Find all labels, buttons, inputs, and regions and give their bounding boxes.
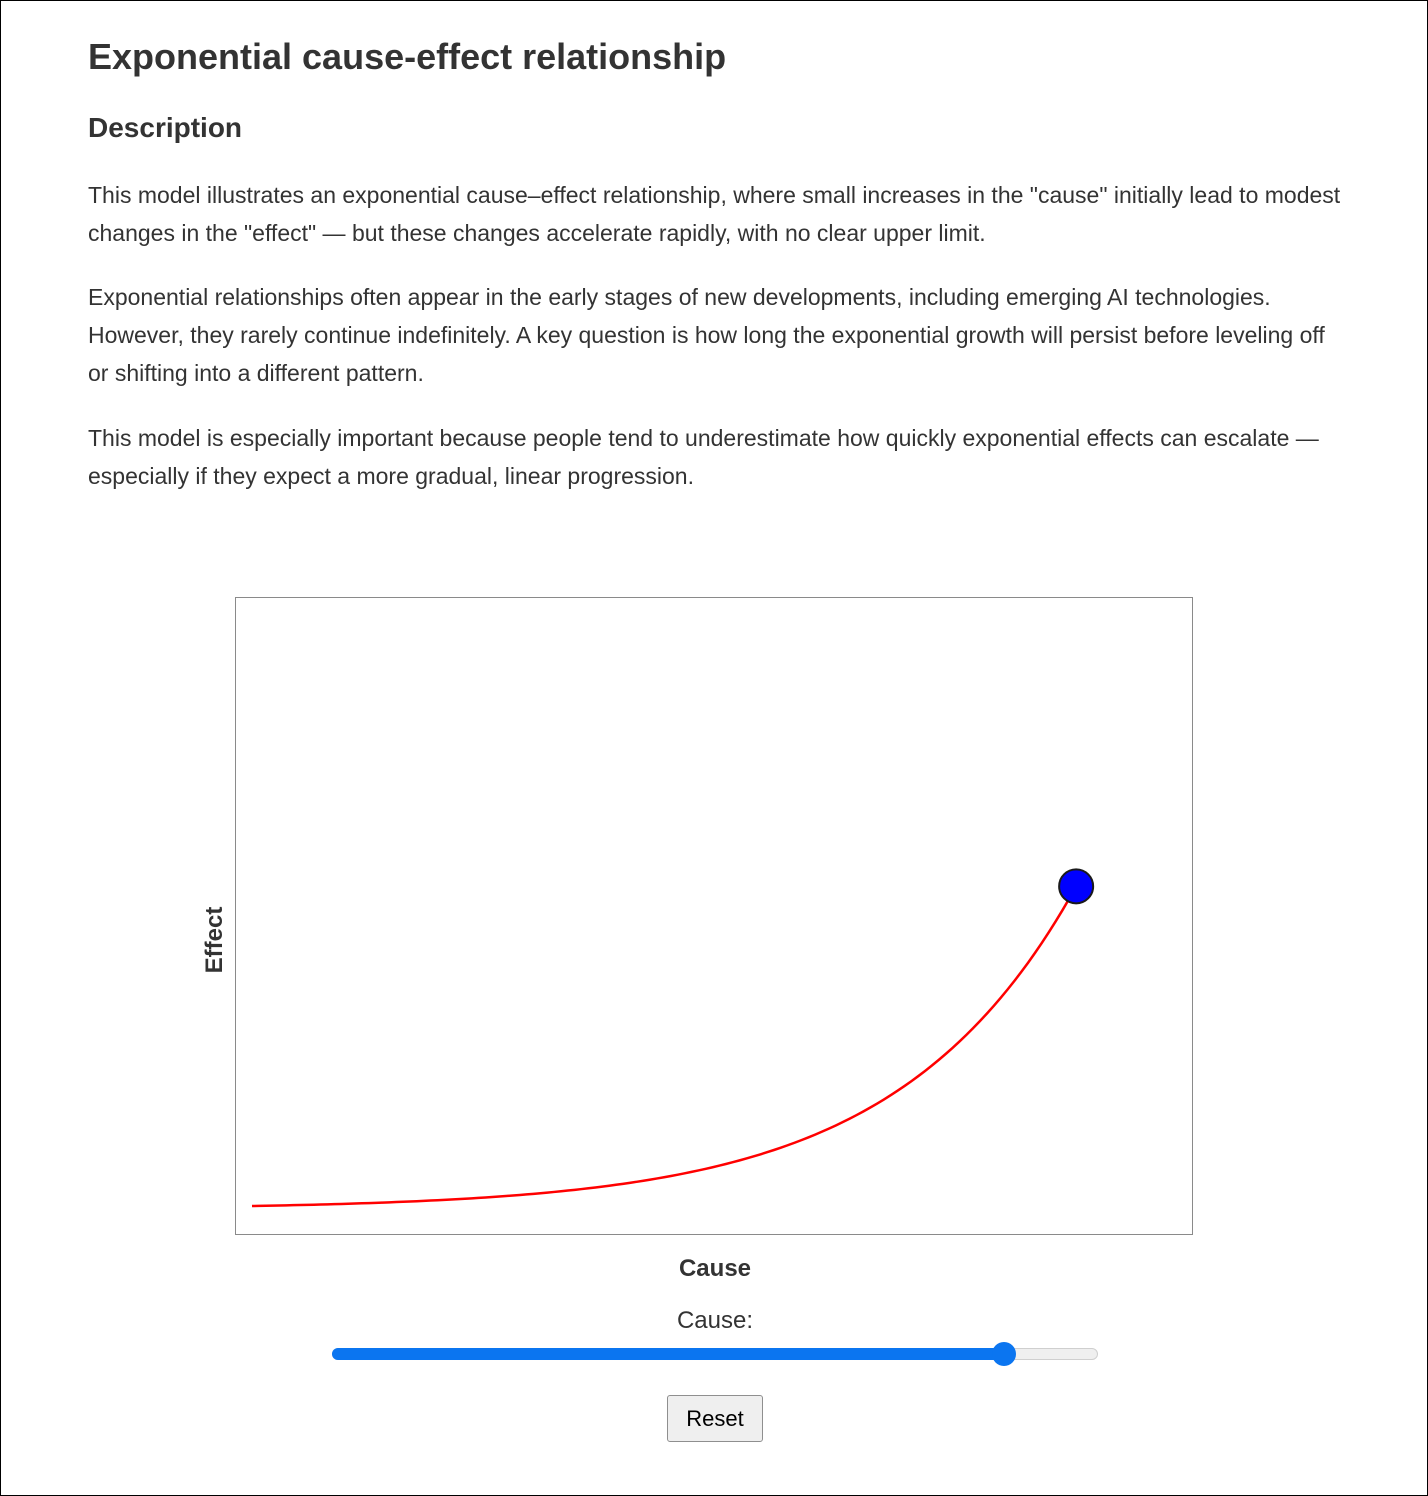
slider-fill — [332, 1348, 1004, 1360]
page-title: Exponential cause-effect relationship — [88, 36, 727, 77]
chart-plot-area — [235, 597, 1193, 1235]
description-paragraph: This model is especially important because people tend to underestimate how quickly exponential effects can escalate — especially if they expect a more gradual, linear progression. — [88, 425, 1319, 489]
description-paragraph: This model illustrates an exponential cause–effect relationship, where small increases in the "cause" initially lead to modest changes in the "effect" — but these changes accelerate rapidly, with no clear upper limit. — [88, 182, 1341, 246]
x-axis-label: Cause — [678, 1255, 752, 1282]
effect-curve — [252, 886, 1076, 1206]
cause-slider-label: Cause: — [676, 1307, 754, 1334]
cause-slider[interactable] — [332, 1340, 1098, 1368]
description-paragraph: Exponential relationships often appear in the early stages of new developments, including emerging AI technologies. However, they rarely continue indefinitely. A key question is how long the exponential growth will persist before leveling off or shifting into a different pattern. — [88, 284, 1325, 386]
reset-button[interactable]: Reset — [667, 1395, 763, 1442]
current-point-marker — [1059, 869, 1093, 903]
chart-svg — [236, 598, 1194, 1236]
y-axis-label: Effect — [201, 906, 228, 974]
slider-thumb[interactable] — [992, 1342, 1016, 1366]
section-heading: Description — [88, 112, 243, 143]
